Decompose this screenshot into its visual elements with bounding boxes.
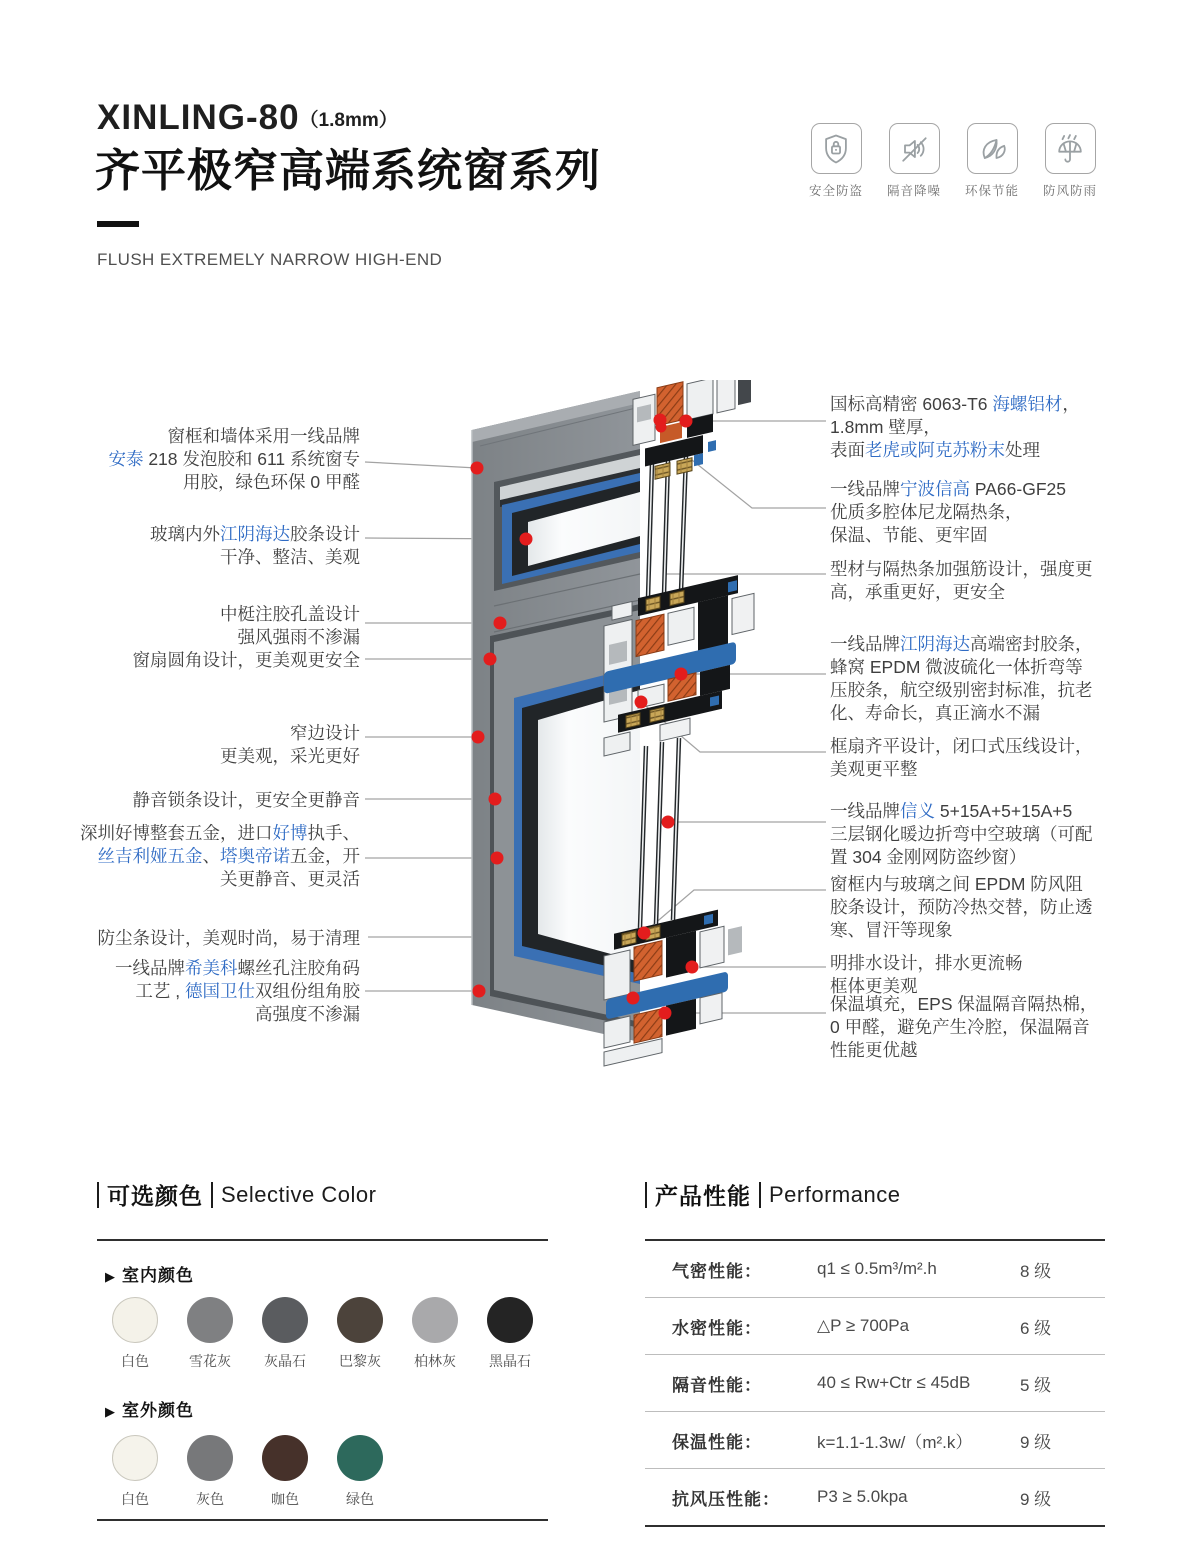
callout-text: 三层钢化暖边折弯中空玻璃（可配: [830, 824, 1093, 844]
callout-text: 胶条设计: [290, 524, 360, 544]
callout-right-4: [830, 735, 1093, 781]
swatch-label: 绿色: [346, 1491, 374, 1507]
swatch-circle: [187, 1435, 233, 1481]
callout-text: PA66-GF25: [970, 479, 1066, 499]
performance-section-header: [645, 1178, 900, 1211]
swatch-label: 白色: [121, 1353, 149, 1369]
leaves-icon: [967, 123, 1018, 174]
callout-left-3: [133, 649, 361, 672]
callout-line: [830, 581, 1093, 604]
callout-text: 5+15A+5+15A+5: [935, 801, 1073, 821]
callout-left-8: [115, 957, 360, 1026]
badge-weather: 防风防雨: [1039, 123, 1101, 199]
callout-text: 表面: [830, 440, 865, 460]
callout-line: [220, 626, 360, 649]
callout-line: [830, 800, 1093, 823]
colors-header-cn: 可选颜色: [107, 1183, 203, 1209]
swatch-circle: [262, 1297, 308, 1343]
callout-line: [830, 919, 1093, 942]
model-name: XINLING-80: [97, 98, 300, 137]
swatch-circle: [337, 1435, 383, 1481]
callout-text: 框扇齐平设计，闭口式压线设计，: [830, 736, 1093, 756]
color-swatch: [262, 1435, 308, 1509]
callout-text: 0 甲醛，避免产生冷腔，保温隔音: [830, 1017, 1090, 1037]
header-bar: [645, 1182, 647, 1208]
performance-grade: 8 级: [1020, 1261, 1052, 1281]
callout-line: [830, 846, 1093, 869]
mute-speaker-icon: [889, 123, 940, 174]
callout-right-7: [830, 952, 1023, 998]
callout-text: 玻璃内外: [150, 524, 220, 544]
callout-line: [830, 823, 1093, 846]
callout-left-5: [133, 789, 361, 812]
callout-text: 干净、整洁、美观: [220, 547, 360, 567]
color-swatch: [112, 1297, 158, 1371]
swatch-circle: [262, 1435, 308, 1481]
swatch-circle: [112, 1435, 158, 1481]
brand-name-text: 塔奥帝诺: [220, 846, 290, 866]
callout-text: 防尘条设计，美观时尚，易于清理: [97, 928, 360, 948]
callout-line: [830, 416, 1080, 439]
triangle-bullet-icon: ▶: [105, 1404, 116, 1419]
callout-line: [830, 1016, 1097, 1039]
colors-top-rule: [97, 1239, 548, 1241]
performance-value: △P ≥ 700Pa: [817, 1316, 910, 1335]
callout-line: [830, 633, 1093, 656]
interior-swatch-row: [112, 1297, 533, 1371]
feature-badges: [805, 123, 1101, 199]
brand-name-text: 信义: [900, 801, 935, 821]
callout-text: 胶条设计，预防冷热交替，防止透: [830, 897, 1093, 917]
performance-table: [645, 1239, 1105, 1527]
callout-line: [830, 702, 1093, 725]
callout-right-5: [830, 800, 1093, 869]
swatch-label: 灰晶石: [264, 1353, 306, 1369]
callout-text: 明排水设计，排水更流畅: [830, 953, 1023, 973]
callout-line: [108, 448, 360, 471]
swatch-label: 咖色: [271, 1491, 299, 1507]
callout-line: [108, 425, 360, 448]
callout-text: 一线品牌: [830, 479, 900, 499]
callout-left-0: [108, 425, 360, 494]
callout-text: 型材与隔热条加强筋设计，强度更: [830, 559, 1093, 579]
callout-line: [830, 524, 1066, 547]
callout-line: [830, 501, 1066, 524]
callout-left-7: [98, 927, 361, 950]
swatch-circle: [112, 1297, 158, 1343]
brand-name-text: 好博: [272, 823, 308, 843]
wall-thickness: （1.8mm）: [299, 110, 398, 131]
callout-line: [115, 957, 360, 980]
callout-text: 保温填充，EPS 保温隔音隔热棉，: [830, 994, 1098, 1014]
callout-text: 螺丝孔注胶角码: [237, 958, 360, 978]
callout-line: [830, 558, 1093, 581]
page-title: [97, 98, 398, 138]
performance-row: [645, 1241, 1105, 1298]
performance-row: [645, 1412, 1105, 1469]
callout-text: 强风强雨不渗漏: [237, 627, 360, 647]
performance-row: [645, 1469, 1105, 1525]
performance-label: 水密性能：: [672, 1318, 762, 1338]
swatch-label: 灰色: [196, 1491, 224, 1507]
callout-text: 更美观，采光更好: [220, 746, 360, 766]
callout-text: 、: [202, 846, 220, 866]
callout-line: [80, 868, 360, 891]
callout-line: [830, 896, 1093, 919]
performance-row: [645, 1298, 1105, 1355]
callout-text: 性能更优越: [830, 1040, 918, 1060]
callout-line: [830, 758, 1093, 781]
swatch-circle: [412, 1297, 458, 1343]
callout-line: [830, 1039, 1097, 1062]
performance-row: [645, 1355, 1105, 1412]
callout-left-2: [220, 603, 360, 649]
callout-text: 一线品牌: [830, 634, 900, 654]
callout-text: 窄边设计: [290, 723, 360, 743]
swatch-circle: [487, 1297, 533, 1343]
color-swatch: [262, 1297, 308, 1371]
performance-grade: 5 级: [1020, 1375, 1052, 1395]
callout-line: [115, 1003, 360, 1026]
brand-name-text: 德国卫仕: [185, 981, 255, 1001]
callout-text: 双组份组角胶: [255, 981, 360, 1001]
callout-right-3: [830, 633, 1093, 725]
performance-label: 气密性能：: [672, 1261, 762, 1281]
performance-value: k=1.1-1.3w/（m².k）: [817, 1432, 973, 1452]
color-swatch: [337, 1435, 383, 1509]
callout-text: 五金，开: [290, 846, 360, 866]
callout-line: [108, 471, 360, 494]
brand-name-text: 丝吉利娅五金: [97, 846, 203, 866]
callout-text: 用胶，绿色环保 0 甲醛: [183, 472, 360, 492]
callout-line: [830, 478, 1066, 501]
shield-lock-icon: [811, 123, 862, 174]
performance-label: 抗风压性能：: [672, 1489, 780, 1509]
callout-left-6: [80, 822, 360, 891]
badge-soundproof: 隔音降噪: [883, 123, 945, 199]
callout-text: 深圳好博整套五金，进口: [80, 823, 273, 843]
callout-text: 美观更平整: [830, 759, 918, 779]
callout-line: [830, 439, 1080, 462]
color-swatch: [187, 1435, 233, 1509]
callout-text: 高强度不渗漏: [255, 1004, 360, 1024]
callout-line: [150, 523, 360, 546]
brand-name-text: 江阴海达: [220, 524, 290, 544]
callout-text: 处理: [1005, 440, 1040, 460]
brand-name-text: 宁波信高: [900, 479, 970, 499]
swatch-label: 柏林灰: [414, 1353, 456, 1369]
callout-line: [220, 745, 360, 768]
badge-security: 安全防盗: [805, 123, 867, 199]
badge-eco: 环保节能: [961, 123, 1023, 199]
callout-right-1: [830, 478, 1066, 547]
performance-header-en: Performance: [769, 1181, 901, 1207]
callout-line: [830, 735, 1093, 758]
callout-text: 中梃注胶孔盖设计: [220, 604, 360, 624]
color-swatch: [337, 1297, 383, 1371]
callout-text: 静音锁条设计，更安全更静音: [132, 790, 360, 810]
callout-line: [133, 789, 361, 812]
callout-text: 窗扇圆角设计，更美观更安全: [132, 650, 360, 670]
callout-line: [80, 845, 360, 868]
callout-right-8: [830, 993, 1097, 1062]
color-swatch: [487, 1297, 533, 1371]
color-swatch: [412, 1297, 458, 1371]
callout-line: [830, 679, 1093, 702]
header-bar: [759, 1182, 761, 1208]
brand-name-text: 江阴海达: [900, 634, 970, 654]
callout-text: 化、寿命长，真正滴水不漏: [830, 703, 1040, 723]
brand-name-text: 安泰: [108, 449, 144, 469]
callout-line: [133, 649, 361, 672]
callout-right-2: [830, 558, 1093, 604]
callout-text: 寒、冒汗等现象: [830, 920, 953, 940]
exterior-colors-title: ▶ 室外颜色: [105, 1401, 194, 1420]
callout-line: [830, 656, 1093, 679]
callout-line: [830, 993, 1097, 1016]
callout-line: [830, 952, 1023, 975]
colors-bottom-rule: [97, 1519, 548, 1521]
performance-grade: 6 级: [1020, 1318, 1052, 1338]
callout-text: 框体更美观: [830, 976, 918, 996]
performance-grade: 9 级: [1020, 1432, 1052, 1452]
callout-text: 保温、节能、更牢固: [830, 525, 988, 545]
performance-header-cn: 产品性能: [655, 1183, 751, 1209]
colors-header-en: Selective Color: [221, 1181, 377, 1207]
title-underline: [97, 221, 139, 227]
performance-grade: 9 级: [1020, 1489, 1052, 1509]
series-title: 齐平极窄高端系统窗系列: [95, 145, 602, 196]
colors-section-header: [97, 1178, 376, 1211]
swatch-circle: [187, 1297, 233, 1343]
callout-text: 高端密封胶条，: [970, 634, 1093, 654]
callout-line: [830, 873, 1093, 896]
swatch-label: 黑晶石: [489, 1353, 531, 1369]
callout-text: 压胶条，航空级别密封标准，抗老: [830, 680, 1093, 700]
callout-text: 蜂窝 EPDM 微波硫化一体折弯等: [830, 657, 1083, 677]
callout-text: 窗框内与玻璃之间 EPDM 防风阻: [830, 874, 1083, 894]
performance-label: 隔音性能：: [672, 1375, 762, 1395]
triangle-bullet-icon: ▶: [105, 1269, 116, 1284]
swatch-label: 巴黎灰: [339, 1353, 381, 1369]
callout-text: ，: [1062, 394, 1080, 414]
performance-value: P3 ≥ 5.0kpa: [817, 1487, 908, 1506]
callout-text: 执手、: [307, 823, 360, 843]
callout-left-1: [150, 523, 360, 569]
performance-value: 40 ≤ Rw+Ctr ≤ 45dB: [817, 1373, 971, 1392]
color-swatch: [112, 1435, 158, 1509]
callout-text: 1.8mm 壁厚，: [830, 417, 941, 437]
performance-value: q1 ≤ 0.5m³/m².h: [817, 1259, 937, 1278]
umbrella-rain-icon: [1045, 123, 1096, 174]
color-swatch: [187, 1297, 233, 1371]
callout-line: [150, 546, 360, 569]
callout-line: [830, 393, 1080, 416]
brand-name-text: 海螺铝材: [992, 394, 1063, 414]
callout-left-4: [220, 722, 360, 768]
callout-line: [220, 722, 360, 745]
callout-line: [98, 927, 361, 950]
swatch-circle: [337, 1297, 383, 1343]
callout-text: 高，承重更好，更安全: [830, 582, 1005, 602]
callout-text: 218 发泡胶和 611 系统窗专: [143, 449, 360, 469]
series-subtitle-en: FLUSH EXTREMELY NARROW HIGH-END: [97, 250, 443, 269]
callout-text: 关更静音、更灵活: [220, 869, 360, 889]
performance-label: 保温性能：: [672, 1432, 762, 1452]
header-bar: [97, 1182, 99, 1208]
callout-line: [220, 603, 360, 626]
exterior-swatch-row: [112, 1435, 383, 1509]
callout-line: [115, 980, 360, 1003]
callout-text: 置 304 金刚网防盗纱窗）: [830, 847, 1027, 867]
callout-text: 国标高精密 6063-T6: [830, 394, 993, 414]
brand-name-text: 老虎或阿克苏粉末: [865, 440, 1005, 460]
callout-text: 优质多腔体尼龙隔热条，: [830, 502, 1023, 522]
callout-line: [80, 822, 360, 845]
callout-text: 窗框和墙体采用一线品牌: [167, 426, 360, 446]
callout-text: 工艺 ,: [135, 981, 185, 1001]
brand-name-text: 希美科: [185, 958, 238, 978]
callout-text: 一线品牌: [830, 801, 900, 821]
swatch-label: 雪花灰: [189, 1353, 231, 1369]
callout-right-0: [830, 393, 1080, 462]
swatch-label: 白色: [121, 1491, 149, 1507]
interior-colors-title: ▶ 室内颜色: [105, 1266, 194, 1285]
callout-text: 一线品牌: [115, 958, 185, 978]
callout-right-6: [830, 873, 1093, 942]
header-bar: [211, 1182, 213, 1208]
